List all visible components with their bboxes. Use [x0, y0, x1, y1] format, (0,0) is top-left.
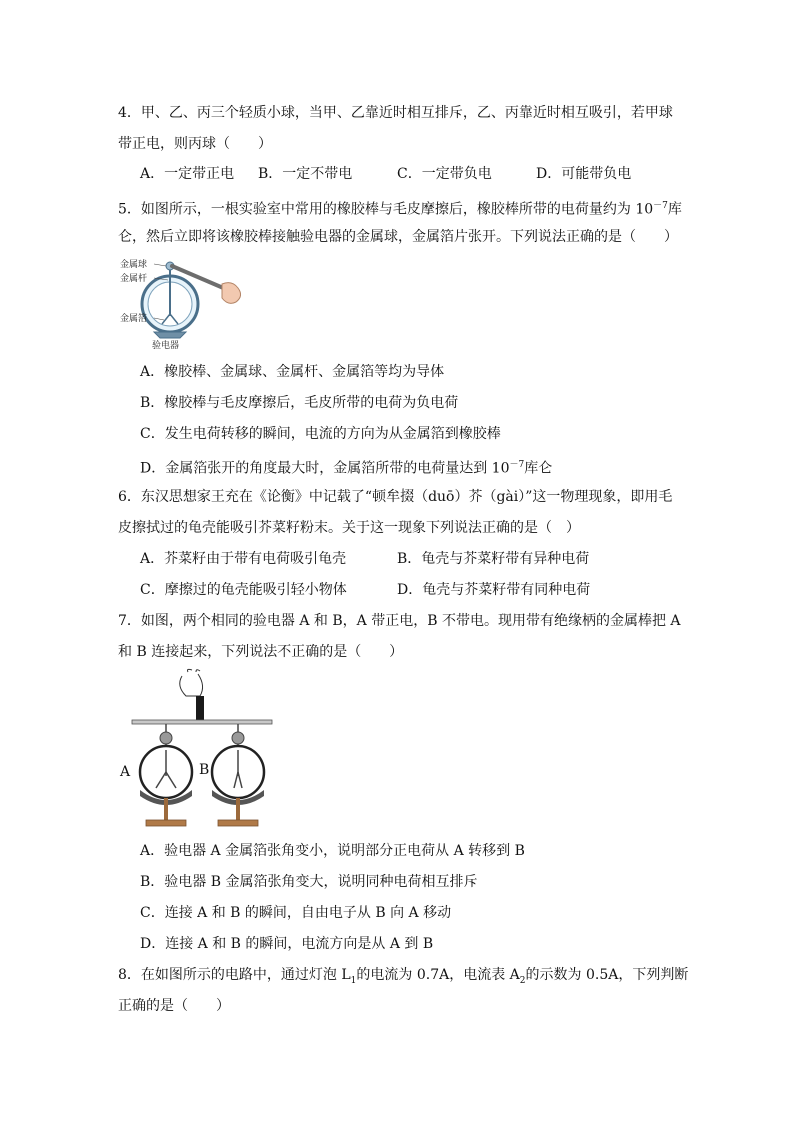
q7-line2: 和 B 连接起来，下列说法不正确的是（ ）	[118, 644, 404, 660]
q5-option-d-exponent: －7	[509, 460, 525, 470]
q5-line1	[118, 196, 682, 220]
metal-bar	[132, 720, 272, 724]
q8-line1-part2: 的电流为 0.7A，电流表 A	[356, 967, 520, 983]
q5-option-d-text: D．金属箔张开的角度最大时，金属箔所带的电荷量达到 10	[140, 460, 510, 477]
q8-line1-part3: 的示数为 0.5A，下列判断	[525, 967, 689, 983]
q5-option-b: B．橡胶棒与毛皮摩擦后，毛皮所带的电荷为负电荷	[140, 395, 459, 411]
q5-line2: 仑，然后立即将该橡胶棒接触验电器的金属球，金属箔片张开。下列说法正确的是（ ）	[118, 229, 678, 245]
electroscope-figure	[118, 254, 248, 354]
q7-option-a: A．验电器 A 金属箔张角变小，说明部分正电荷从 A 转移到 B	[140, 843, 525, 859]
q4-line2: 带正电，则丙球（ ）	[118, 136, 272, 152]
label-foil: 金属箔	[120, 314, 148, 324]
q7-line1: 7．如图，两个相同的验电器 A 和 B，A 带正电，B 不带电。现用带有绝缘柄的金属棒把 A	[118, 613, 681, 629]
q5-line1-text: 5．如图所示，一根实验室中常用的橡胶棒与毛皮摩擦后，橡胶棒所带的电荷量约为 10	[118, 201, 654, 218]
label-ball: 金属球	[120, 260, 148, 270]
electroscope-b-ball	[232, 732, 244, 744]
q4-option-d: D．可能带负电	[536, 166, 632, 182]
q5-line1-unit: 库	[667, 201, 682, 218]
label-rod: 金属杆	[120, 274, 148, 284]
label-device: 验电器	[152, 341, 180, 351]
electroscope-a-base	[146, 820, 186, 826]
q6-line1: 6．东汉思想家王充在《论衡》中记载了“顿牟掇（duō）芥（gài）”这一物理现象，即用毛	[118, 489, 673, 505]
q8-subscript-a: 2	[519, 975, 526, 986]
q6-line2: 皮擦拭过的龟壳能吸引芥菜籽粉末。关于这一现象下列说法正确的是（ ）	[118, 520, 580, 536]
two-electroscopes-figure	[116, 668, 276, 830]
q7-option-c: C．连接 A 和 B 的瞬间，自由电子从 B 向 A 移动	[140, 905, 452, 921]
label-b: B	[199, 762, 210, 778]
q6-option-a: A．芥菜籽由于带有电荷吸引龟壳	[140, 551, 347, 567]
q5-option-a: A．橡胶棒、金属球、金属杆、金属箔等均为导体	[140, 364, 445, 380]
q5-option-c: C．发生电荷转移的瞬间，电流的方向为从金属箔到橡胶棒	[140, 426, 501, 442]
q4-option-c: C．一定带负电	[397, 166, 492, 182]
q4-line1: 4．甲、乙、丙三个轻质小球，当甲、乙靠近时相互排斥，乙、丙靠近时相互吸引，若甲球	[118, 105, 673, 121]
q8-line1-part1: 8．在如图所示的电路中，通过灯泡 L	[118, 967, 351, 983]
label-a: A	[120, 764, 131, 780]
q4-option-b: B．一定不带电	[258, 166, 353, 182]
hand-icon	[222, 283, 241, 304]
q7-option-b: B．验电器 B 金属箔张角变大，说明同种电荷相互排斥	[140, 874, 478, 890]
electroscope-b-base	[218, 820, 258, 826]
q4-option-a: A．一定带正电	[140, 166, 235, 182]
q5-option-d	[140, 455, 552, 479]
q6-option-c: C．摩擦过的龟壳能吸引轻小物体	[140, 582, 347, 598]
insulated-handle	[196, 696, 204, 720]
hand-icon	[180, 674, 203, 696]
q7-option-d: D．连接 A 和 B 的瞬间，电流方向是从 A 到 B	[140, 936, 434, 952]
q6-option-d: D．龟壳与芥菜籽带有同种电荷	[397, 582, 591, 598]
q5-option-d-unit: 库仑	[524, 460, 553, 477]
q8-line1	[118, 965, 688, 991]
q8-line2: 正确的是（ ）	[118, 998, 230, 1014]
q8-subscript-l: 1	[350, 975, 357, 986]
q5-exponent: －7	[653, 201, 668, 211]
electroscope-a-ball	[160, 732, 172, 744]
q6-option-b: B．龟壳与芥菜籽带有异种电荷	[397, 551, 590, 567]
electroscope-base	[154, 332, 186, 338]
